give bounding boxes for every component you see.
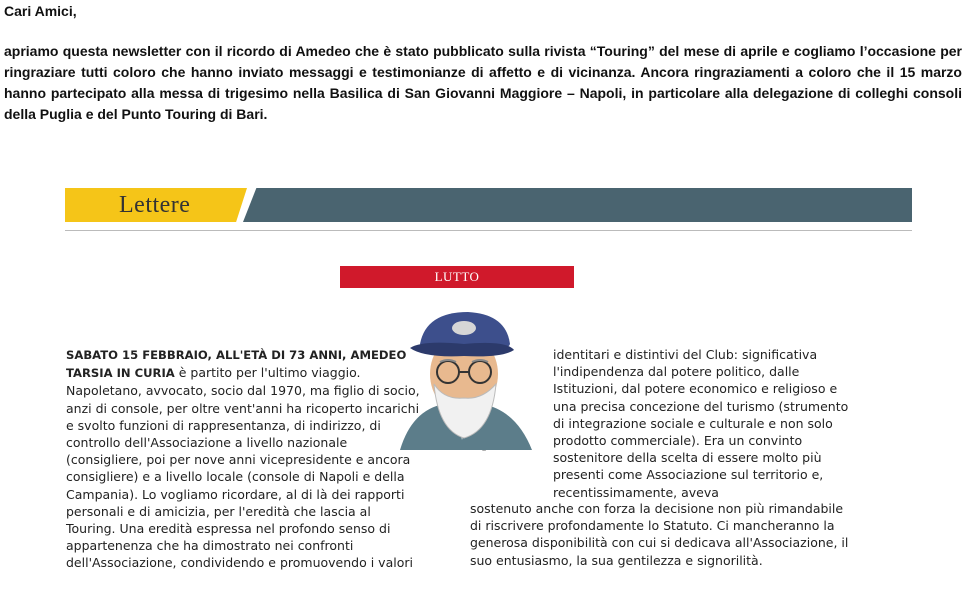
article-right-column-top: identitari e distintivi del Club: significativa l'indipendenza dal potere politico, dalle Istituzioni, dal potere economico e religioso e una precisa concezione del turismo (strumento di integrazione sociale e culturale e non solo prodotto commerciale). Era un convinto sostenitore della scelta di essere molto più presenti come Associazione sul territorio e, recentissimamente, aveva: [553, 347, 849, 500]
article-left-column: [66, 346, 422, 572]
portrait-illustration-icon: [382, 300, 542, 460]
lutto-tag: LUTTO: [340, 266, 574, 288]
divider: [65, 230, 912, 231]
intro-paragraph: apriamo questa newsletter con il ricordo di Amedeo che è stato pubblicato sulla rivista “Touring” del mese di aprile e cogliamo l’occasione per ringraziare tutti coloro che hanno inviato messaggi e testimonianze di affetto e di vicinanza. Ancora ringraziamenti a coloro che il 15 marzo hanno partecipato alla messa di trigesimo nella Basilica di San Giovanni Maggiore – Napoli, in particolare alla delegazione di colleghi consoli della Puglia e del Punto Touring di Bari.: [4, 43, 962, 122]
banner-teal-block: [243, 188, 912, 222]
greeting: Cari Amici,: [4, 3, 77, 19]
section-title: Lettere: [119, 192, 191, 218]
article-left-body: è partito per l'ultimo viaggio. Napoletano, avvocato, socio dal 1970, ma figlio di socio, anzi di console, per oltre vent'anni ha ricoperto incarichi e svolto funzioni di rappresentanza, di indirizzo, di controllo dell'Associazione a livello nazionale (consigliere, poi per nove anni vicepresidente e ancora consigliere) e a livello locale (console di Napoli e della Campania). Lo vogliamo ricordare, al di là dei rapporti personali e di amicizia, per l'eredità che lascia al Touring. Una eredità espressa nel profondo senso di appartenenza che ha dimostrato nei confronti dell'Associazione, condividendo e promuovendo i valori: [66, 365, 420, 571]
article-right-column-bottom: sostenuto anche con forza la decisione non più rimandabile di riscrivere profondamente lo Statuto. Ci mancheranno la generosa disponibilità con cui si dedicava all'Associazione, il suo entusiasmo, la sua gentilezza e signorilità.: [470, 501, 849, 568]
illustrator-signature: ~: [482, 448, 487, 455]
article-lead: SABATO 15 FEBBRAIO, ALL'ETÀ DI 73 ANNI, AMEDEO TARSIA IN CURIA: [66, 348, 407, 381]
section-banner: [65, 188, 912, 222]
